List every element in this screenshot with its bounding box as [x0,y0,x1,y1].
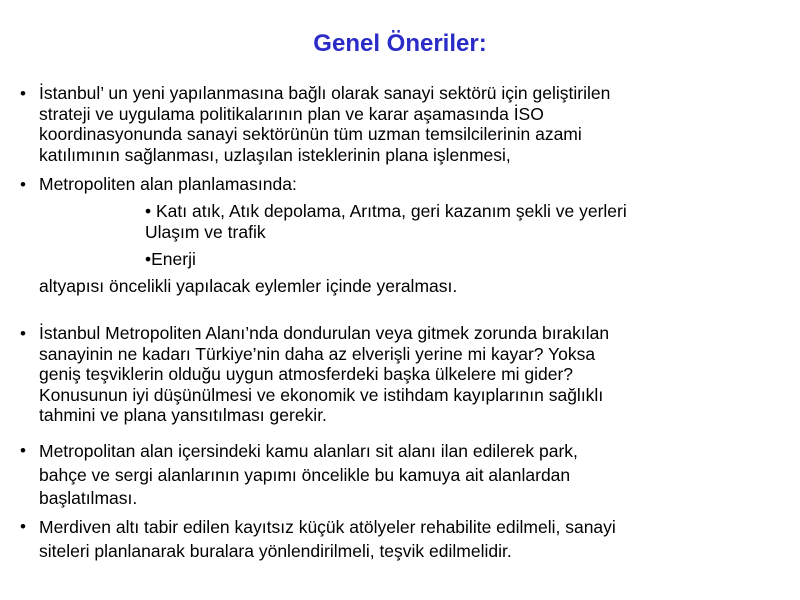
infrastructure-line: altyapısı öncelikli yapılacak eylemler içinde yeralması. [39,276,458,296]
sub-item-waste [145,201,627,242]
bullet-marker: • [20,441,26,460]
bullet-paragraph-1 [39,83,610,165]
paragraph-line: bahçe ve sergi alanlarının yapımı öncelikle bu kamuya ait alanlardan [39,464,571,485]
bullet-paragraph-3 [39,323,609,426]
slide-title: Genel Öneriler: [313,30,487,57]
sub-item-energy: •Enerji [145,249,196,269]
paragraph-line: koordinasyonunda sanayi sektörünün tüm uzman temsilcilerinin azami [39,124,582,144]
paragraph-line: siteleri planlanarak buralara yönlendirilmeli, teşvik edilmelidir. [39,541,512,561]
paragraph-line: İstanbul Metropoliten Alanı’nda dondurulan veya gitmek zorunda bırakılan [39,323,610,343]
paragraph-line: Metropolitan alan içersindeki kamu alanları sit alanı ilan edilerek park, [39,441,578,461]
sub-item-line: Ulaşım ve trafik [145,221,266,242]
paragraph-line: tahmini ve plana yansıtılması gerekir. [39,405,327,425]
bullet-marker: • [20,517,26,536]
bullet-paragraph-5 [39,515,616,563]
sub-item-line: • Katı atık, Atık depolama, Arıtma, geri kazanım şekli ve yerleri [145,201,627,221]
paragraph-line: İstanbul’ un yeni yapılanmasına bağlı olarak sanayi sektörü için geliştirilen [39,83,611,103]
bullet-marker: • [20,324,26,343]
paragraph-line: Konusunun iyi düşünülmesi ve ekonomik ve istihdam kayıplarının sağlıklı [39,384,604,405]
paragraph-line: katılımının sağlanması, uzlaşılan isteklerinin plana işlenmesi, [39,144,511,165]
paragraph-line: başlatılması. [39,488,138,508]
bullet-marker: • [20,84,26,103]
paragraph-line: geniş teşviklerin olduğu uygun atmosferdeki başka ülkelere mi gider? [39,364,574,384]
paragraph-line: strateji ve uygulama politikalarının plan ve karar aşamasında İSO [39,103,544,124]
bullet-marker: • [20,175,26,194]
bullet-paragraph-2: Metropoliten alan planlamasında: [39,174,297,194]
paragraph-line: sanayinin ne kadarı Türkiye’nin daha az elverişli yerine mi kayar? Yoksa [39,343,596,364]
bullet-paragraph-4 [39,440,578,511]
paragraph-line: Merdiven altı tabir edilen kayıtsız küçük atölyeler rehabilite edilmeli, sanayi [39,517,616,537]
